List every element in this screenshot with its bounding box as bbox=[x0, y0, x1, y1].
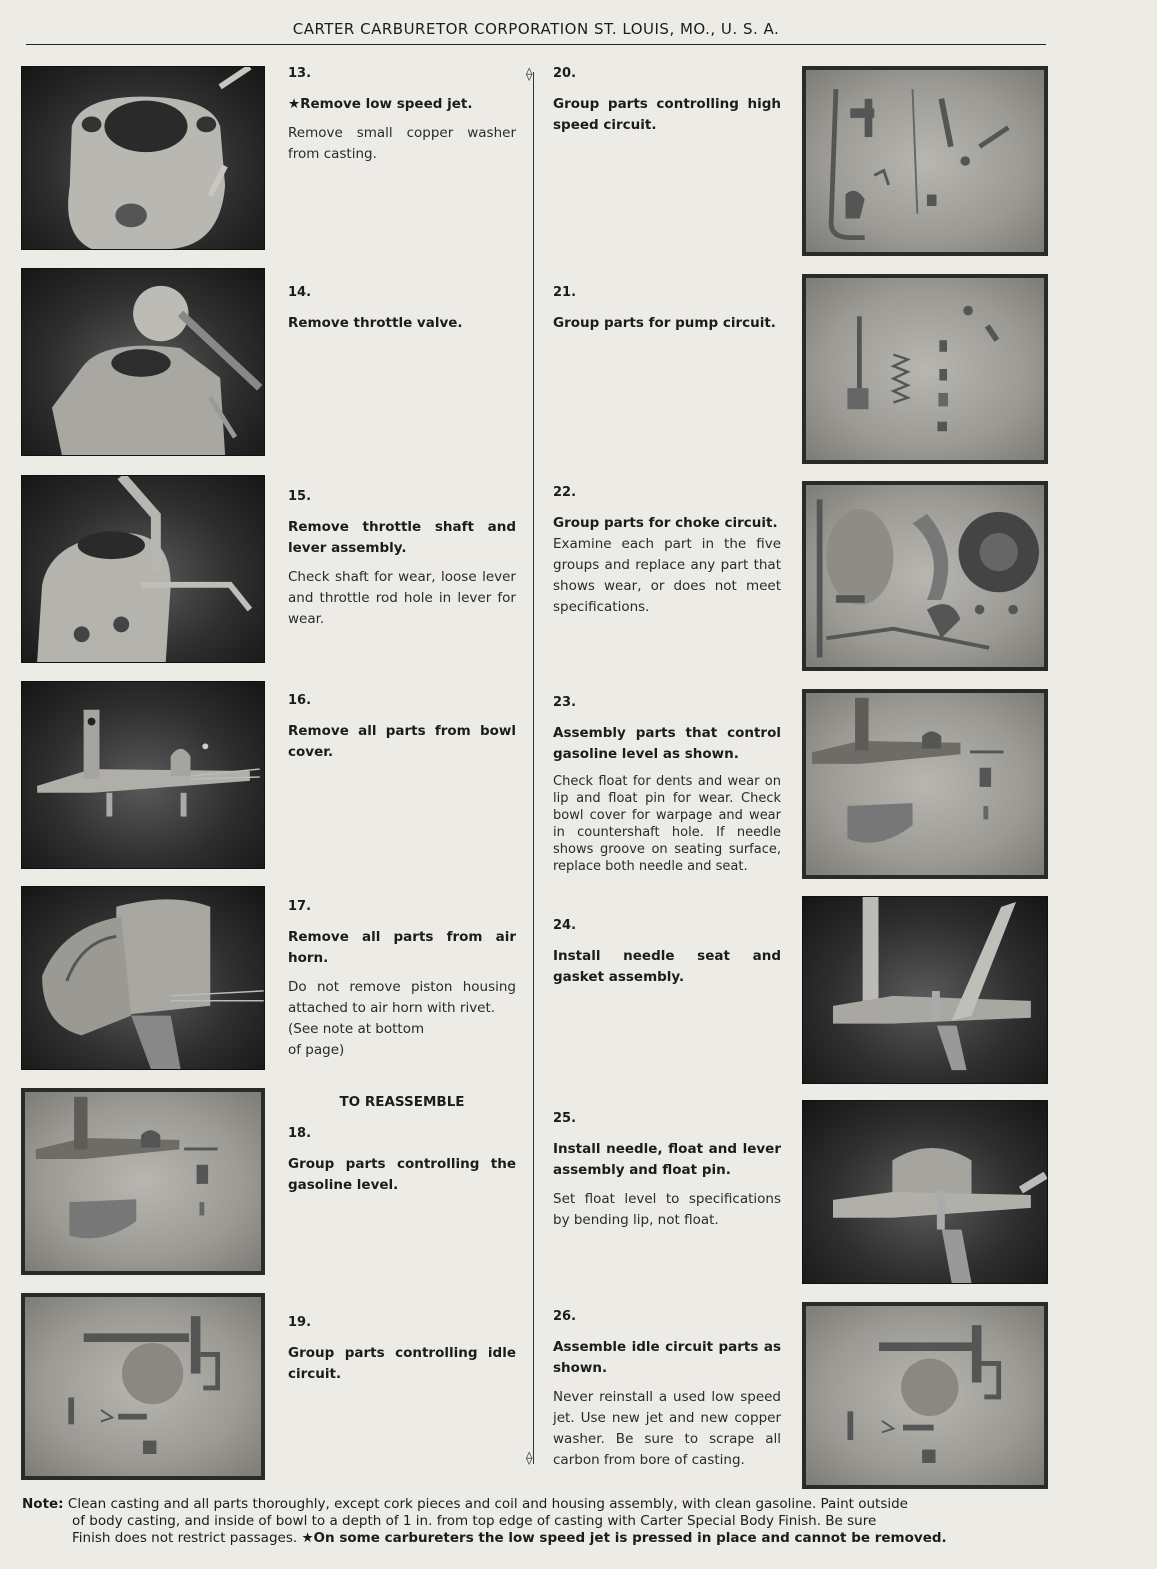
step-23 bbox=[553, 695, 781, 875]
photo-step-19 bbox=[21, 1293, 265, 1480]
step-title: ★Remove low speed jet. bbox=[288, 96, 473, 112]
footnote bbox=[22, 1496, 1048, 1547]
air-horn-image bbox=[22, 887, 264, 1069]
step-title: Remove throttle valve. bbox=[288, 315, 463, 331]
step-body: Check float for dents and wear on lip and float pin for wear. Check bowl cover for warpage and wear in countershaft hole. If needle shows groove on seating surface, replace both needle and seat. bbox=[553, 774, 781, 874]
high-speed-circuit-parts-image bbox=[806, 70, 1044, 252]
step-13 bbox=[288, 66, 516, 165]
step-21 bbox=[553, 285, 781, 342]
step-title: Group parts controlling high speed circuit. bbox=[553, 96, 781, 133]
step-number: 20. bbox=[553, 66, 577, 81]
throttle-shaft-image bbox=[22, 476, 264, 662]
step-number: 26. bbox=[553, 1309, 577, 1324]
photo-step-22 bbox=[802, 481, 1048, 671]
photo-step-23 bbox=[802, 689, 1048, 879]
step-18 bbox=[288, 1126, 516, 1204]
reassemble-heading: TO REASSEMBLE bbox=[339, 1094, 465, 1110]
step-body: Remove small copper washer from casting. bbox=[288, 125, 516, 162]
step-number: 15. bbox=[288, 489, 312, 504]
step-body: Never reinstall a used low speed jet. Use new jet and new copper washer. Be sure to scrape all carbon from bore of casting. bbox=[553, 1389, 781, 1468]
column-divider bbox=[533, 72, 534, 1464]
step-title: Assembly parts that control gasoline level as shown. bbox=[553, 725, 781, 762]
step-24 bbox=[553, 918, 781, 996]
idle-circuit-assembled-image bbox=[806, 1306, 1044, 1485]
step-number: 16. bbox=[288, 693, 312, 708]
step-body: Do not remove piston housing attached to air horn with rivet. bbox=[288, 979, 516, 1016]
step-number: 21. bbox=[553, 285, 577, 300]
step-body: Check shaft for wear, loose lever and throttle rod hole in lever for wear. bbox=[288, 569, 516, 627]
divider-top-arrow-icon: ⟠ bbox=[526, 67, 533, 82]
step-16 bbox=[288, 693, 516, 771]
step-body: Set float level to specifications by bending lip, not float. bbox=[553, 1191, 781, 1228]
photo-step-18 bbox=[21, 1088, 265, 1275]
step-19 bbox=[288, 1315, 516, 1393]
photo-step-20 bbox=[802, 66, 1048, 256]
step-number: 25. bbox=[553, 1111, 577, 1126]
step-title: Remove all parts from air horn. bbox=[288, 929, 516, 966]
step-title: Group parts for choke circuit. bbox=[553, 515, 778, 531]
gasoline-level-parts-image bbox=[25, 1092, 261, 1271]
note-line-3: Finish does not restrict passages. bbox=[72, 1530, 298, 1546]
step-number: 13. bbox=[288, 66, 312, 81]
divider-bottom-arrow-icon: ⟠ bbox=[526, 1451, 533, 1466]
photo-step-25 bbox=[802, 1100, 1048, 1284]
photo-step-14 bbox=[21, 268, 265, 456]
header-rule bbox=[26, 44, 1046, 45]
idle-circuit-parts-image bbox=[25, 1297, 261, 1476]
step-number: 24. bbox=[553, 918, 577, 933]
step-title: Remove all parts from bowl cover. bbox=[288, 723, 516, 760]
step-26 bbox=[553, 1309, 781, 1471]
note-line-1: Clean casting and all parts thoroughly, except cork pieces and coil and housing assembly, with clean gasoline. Paint outside bbox=[67, 1496, 908, 1512]
page-header: CARTER CARBURETOR CORPORATION ST. LOUIS, MO., U. S. A. bbox=[292, 20, 780, 38]
step-number: 14. bbox=[288, 285, 312, 300]
bowl-cover-image bbox=[22, 682, 264, 868]
step-15 bbox=[288, 489, 516, 630]
choke-circuit-parts-image bbox=[806, 485, 1044, 667]
photo-step-13 bbox=[21, 66, 265, 250]
step-number: 18. bbox=[288, 1126, 312, 1141]
photo-step-21 bbox=[802, 274, 1048, 464]
step-20 bbox=[553, 66, 781, 144]
step-22 bbox=[553, 485, 781, 618]
step-number: 17. bbox=[288, 899, 312, 914]
step-number: 22. bbox=[553, 485, 577, 500]
step-body: Examine each part in the five groups and replace any part that shows wear, or does not meet specifications. bbox=[553, 536, 781, 615]
step-25 bbox=[553, 1111, 781, 1231]
step-body-note: of page) bbox=[288, 1042, 345, 1058]
note-line-2: of body casting, and inside of bowl to a depth of 1 in. from top edge of casting with Carter Special Body Finish. Be sure bbox=[72, 1513, 877, 1529]
step-title: Install needle, float and lever assembly and float pin. bbox=[553, 1141, 781, 1178]
photo-step-16 bbox=[21, 681, 265, 869]
step-number: 19. bbox=[288, 1315, 312, 1330]
photo-step-15 bbox=[21, 475, 265, 663]
step-number: 23. bbox=[553, 695, 577, 710]
carburetor-casting-image bbox=[22, 67, 264, 249]
step-title: Assemble idle circuit parts as shown. bbox=[553, 1339, 781, 1376]
step-title: Remove throttle shaft and lever assembly. bbox=[288, 519, 516, 556]
photo-step-24 bbox=[802, 896, 1048, 1084]
pump-circuit-parts-image bbox=[806, 278, 1044, 460]
step-title: Group parts controlling idle circuit. bbox=[288, 1345, 516, 1382]
step-14 bbox=[288, 285, 516, 342]
step-17 bbox=[288, 899, 516, 1061]
throttle-valve-image bbox=[22, 269, 264, 455]
note-star-text: ★On some carbureters the low speed jet is pressed in place and cannot be removed. bbox=[301, 1530, 947, 1546]
note-label: Note: bbox=[22, 1496, 64, 1512]
step-body-note: (See note at bottom bbox=[288, 1021, 425, 1037]
needle-float-lever-install-image bbox=[803, 1101, 1047, 1283]
photo-step-26 bbox=[802, 1302, 1048, 1489]
float-assembly-parts-image bbox=[806, 693, 1044, 875]
step-title: Group parts for pump circuit. bbox=[553, 315, 776, 331]
step-title: Group parts controlling the gasoline level. bbox=[288, 1156, 516, 1193]
step-title: Install needle seat and gasket assembly. bbox=[553, 948, 781, 985]
photo-step-17 bbox=[21, 886, 265, 1070]
needle-seat-install-image bbox=[803, 897, 1047, 1083]
